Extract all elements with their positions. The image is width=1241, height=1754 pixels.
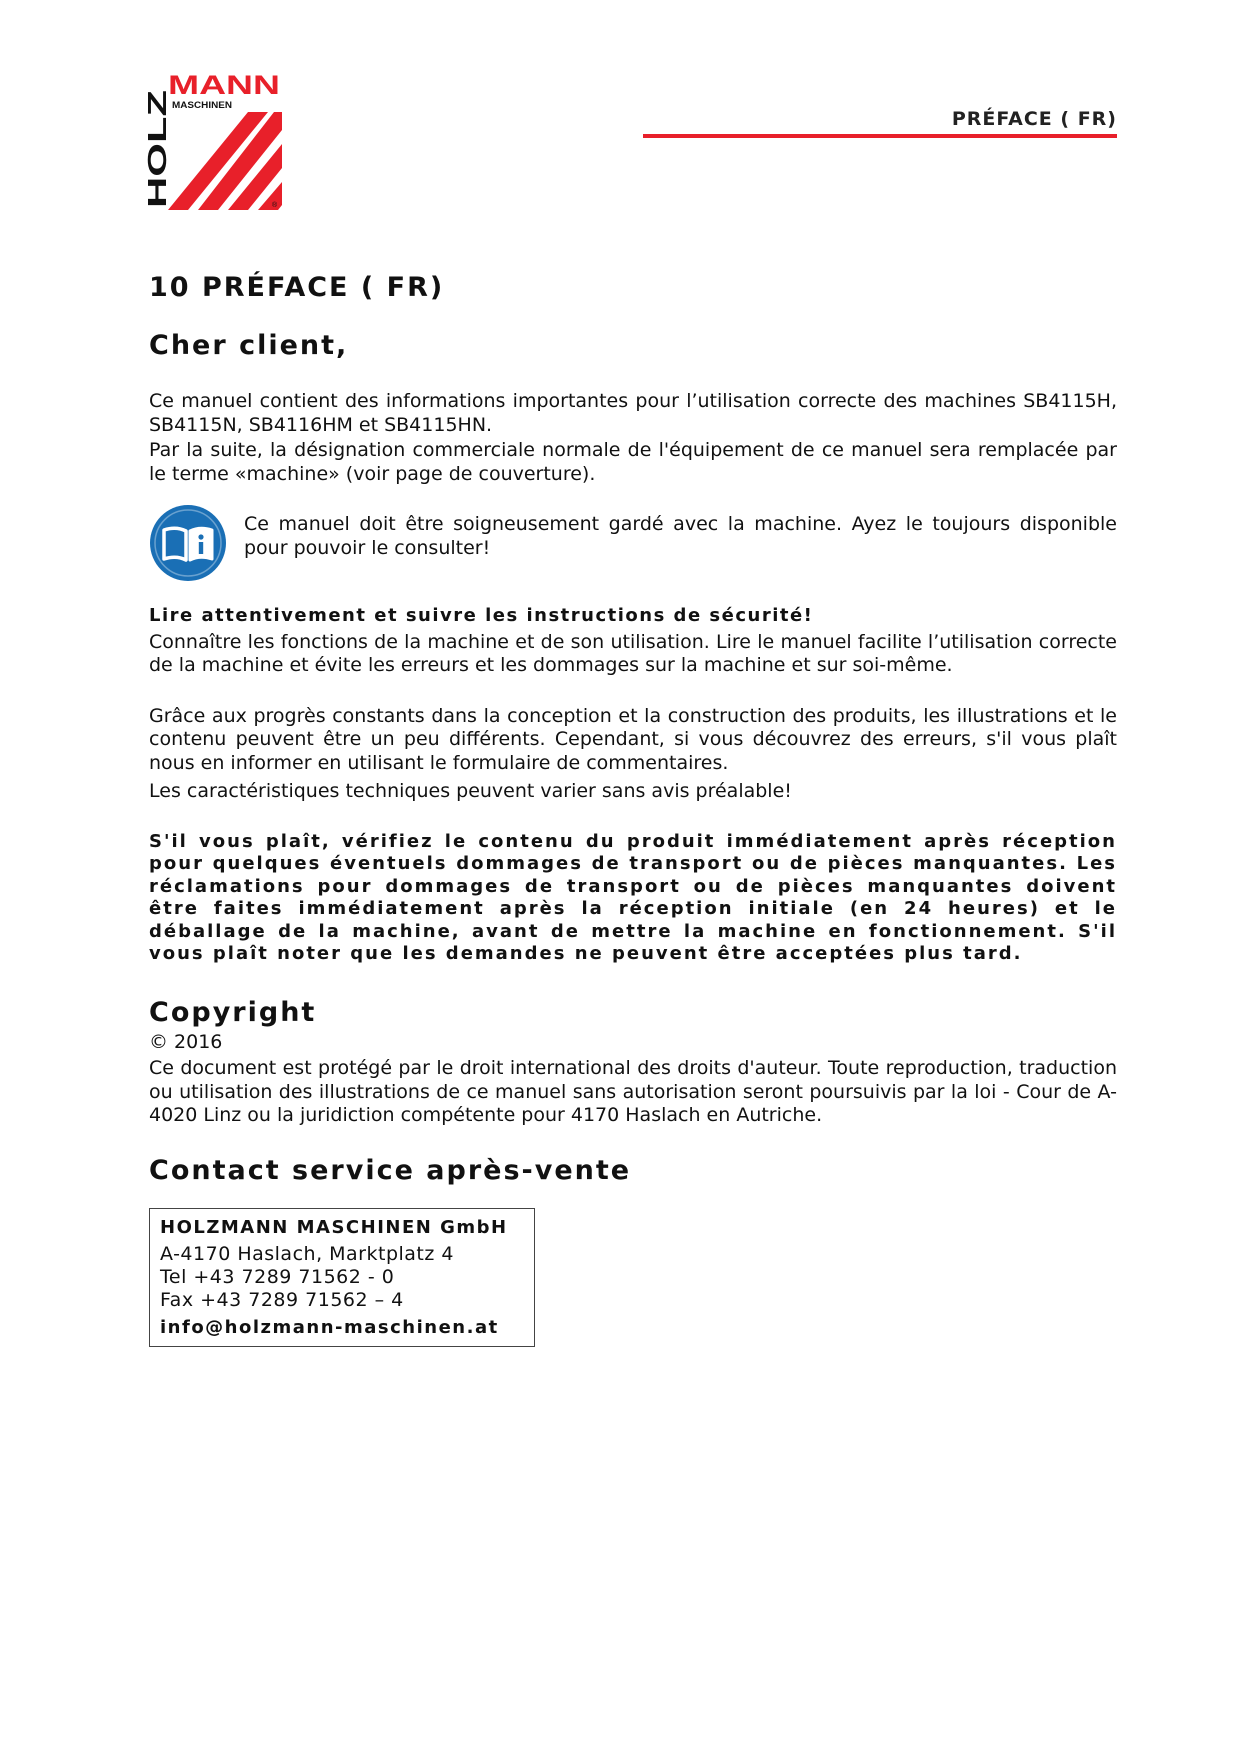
logo-holz-text: HOLZ [142,137,172,208]
logo-subtitle-text: MASCHINEN [172,100,232,110]
page-content [149,272,1117,1347]
copyright-year: © 2016 [149,1030,223,1053]
specs-paragraph: Les caractéristiques techniques peuvent varier sans avis préalable! [149,780,792,802]
safety-heading: Lire attentivement et suivre les instructions de sécurité! [149,605,814,626]
page-title: 10 PRÉFACE ( FR) [149,272,445,303]
copyright-heading: Copyright [149,996,317,1028]
safety-paragraph: Connaître les fonctions de la machine et de son utilisation. Lire le manuel facilite l’utilisation correcte de la machine et évite les erreurs et les dommages sur la machine et sur soi-même. [149,630,1117,676]
intro-paragraph: Ce manuel contient des informations importantes pour l’utilisation correcte des machines SB4115H, SB4115N, SB4116HM et SB4115HN. [149,390,1117,436]
designation-paragraph: Par la suite, la désignation commerciale normale de l'équipement de ce manuel sera remplacée par le terme «machine» (voir page de couverture). [149,439,1117,485]
logo-stripes [168,106,282,210]
contact-heading: Contact service après-vente [149,1154,632,1186]
registered-mark: ® [272,202,278,209]
holzmann-logo [142,70,282,210]
copyright-paragraph: Ce document est protégé par le droit international des droits d'auteur. Toute reproduction, traduction ou utilisation des illustrations de ce manuel sans autorisation seront poursuivis par la loi - Cour de A-4020 Linz ou la juridiction compétente pour 4170 Haslach en Autriche. [149,1057,1117,1126]
progress-paragraph: Grâce aux progrès constants dans la conception et la construction des produits, les illustrations et le contenu peuvent être un peu différents. Cependant, si vous découvrez des erreurs, s'il vous plaît nous en informer en utilisant le formulaire de commentaires. [149,704,1117,774]
header-section-label: PRÉFACE ( FR) [951,108,1117,130]
logo-mann-text: MANN [168,70,280,100]
contact-email-link[interactable]: info@holzmann-maschinen.at [160,1316,499,1338]
manual-info-icon [149,504,227,582]
contact-address: A-4170 Haslach, Marktplatz 4 [160,1242,454,1265]
delivery-check-paragraph: S'il vous plaît, vérifiez le contenu du produit immédiatement après réception pour quelques éventuels dommages de transport ou de pièces manquantes. Les réclamations pour dommages de transport ou de pièces manquantes doivent être faites immédiatement après la réception initiale (en 24 heures) et le déballage de la machine, avant de mettre la machine en fonctionnement. S'il vous plaît noter que les demandes ne peuvent être acceptées plus tard. [149,830,1117,964]
contact-fax: Fax +43 7289 71562 – 4 [160,1288,404,1311]
contact-company: HOLZMANN MASCHINEN GmbH [160,1216,508,1238]
info-note-row [149,506,1117,582]
header-rule [643,134,1117,138]
info-note-text: Ce manuel doit être soigneusement gardé avec la machine. Ayez le toujours disponible pour pouvoir le consulter! [244,513,1117,559]
contact-box [149,1208,535,1347]
contact-tel: Tel +43 7289 71562 - 0 [160,1265,395,1288]
greeting: Cher client, [149,330,349,361]
